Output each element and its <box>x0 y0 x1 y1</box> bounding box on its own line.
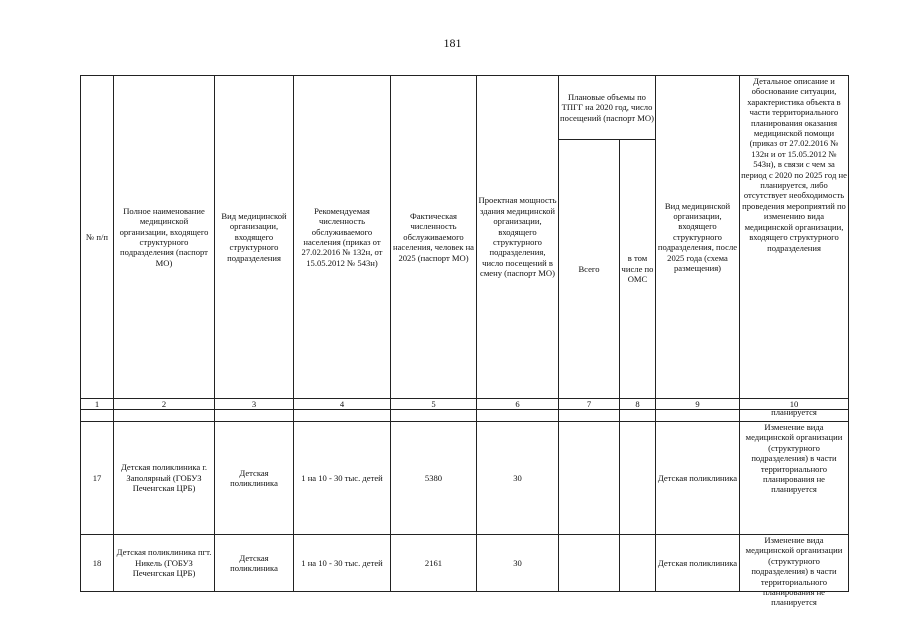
column-number-row <box>81 399 849 410</box>
table-cell <box>215 410 294 422</box>
header-num: № п/п <box>81 76 114 399</box>
header-actual: Фактическая численность обслуживаемого населения, человек на 2025 (паспорт МО) <box>391 76 477 399</box>
column-number: 1 <box>81 399 114 410</box>
continuation-text: планируется <box>771 407 817 417</box>
column-number: 9 <box>656 399 740 410</box>
header-capacity: Проектная мощность здания медицинской организации, входящего структурного подразделения, число посещений в смену (паспорт МО) <box>477 76 559 399</box>
row-description-cell <box>740 535 849 608</box>
header-oms: в том числе по ОМС <box>620 140 656 399</box>
table-row <box>81 535 849 592</box>
header-type: Вид медицинской организации, входящего структурного подразделения <box>215 76 294 399</box>
header-total: Всего <box>559 140 620 399</box>
table-cell <box>294 410 391 422</box>
row-num: 17 <box>81 422 114 535</box>
row-description-cell <box>740 422 849 535</box>
row-actual: 5380 <box>391 422 477 535</box>
row-total <box>559 535 620 592</box>
column-number: 10 <box>740 399 849 410</box>
continuation-row <box>81 410 849 422</box>
row-capacity: 30 <box>477 535 559 592</box>
page-number: 181 <box>443 36 462 50</box>
facilities-table <box>80 75 849 608</box>
row-capacity: 30 <box>477 422 559 535</box>
row-total <box>559 422 620 535</box>
row-type: Детская поликлиника <box>215 535 294 592</box>
continuation-cell <box>740 407 849 422</box>
row-actual: 2161 <box>391 535 477 592</box>
header-description-text: Детальное описание и обоснование ситуации, характеристика объекта в части территориального планирования оказания медицинской помощи (приказ от 27.02.2016 № 132н и от 15.05.2012 № 543н), в связи с чем за период с 2020 по 2025 год не планируется, либо отсутствует необходимость проведения мероприятий по изменению вида медицинской организации, входящего структурного подразделения <box>741 76 847 253</box>
column-number: 2 <box>114 399 215 410</box>
row-name: Детская поликлиника пгт. Никель (ГОБУЗ Печенгская ЦРБ) <box>114 535 215 592</box>
row-oms <box>620 535 656 592</box>
header-type-after: Вид медицинской организации, входящего структурного подразделения, после 2025 года (схема размещения) <box>656 76 740 399</box>
table-cell <box>620 410 656 422</box>
row-type: Детская поликлиника <box>215 422 294 535</box>
row-type-after: Детская поликлиника <box>656 422 740 535</box>
row-description: Изменение вида медицинской организации (структурного подразделения) в части территориального планирования не планируется <box>745 535 843 608</box>
header-description <box>740 76 849 399</box>
column-number: 3 <box>215 399 294 410</box>
column-number: 7 <box>559 399 620 410</box>
table-cell <box>656 410 740 422</box>
column-number: 8 <box>620 399 656 410</box>
row-description: Изменение вида медицинской организации (структурного подразделения) в части территориального планирования не планируется <box>745 422 843 495</box>
header-recommended: Рекомендуемая численность обслуживаемого населения (приказ от 27.02.2016 № 132н, от 15.05.2012 № 543н) <box>294 76 391 399</box>
column-number: 5 <box>391 399 477 410</box>
row-type-after: Детская поликлиника <box>656 535 740 592</box>
row-recommended: 1 на 10 - 30 тыс. детей <box>294 535 391 592</box>
header-name: Полное наименование медицинской организации, входящего структурного подразделения (паспорт МО) <box>114 76 215 399</box>
row-recommended: 1 на 10 - 30 тыс. детей <box>294 422 391 535</box>
column-number: 6 <box>477 399 559 410</box>
table-cell <box>477 410 559 422</box>
table-cell <box>81 410 114 422</box>
header-row-1 <box>81 76 849 140</box>
row-oms <box>620 422 656 535</box>
column-number: 4 <box>294 399 391 410</box>
row-num: 18 <box>81 535 114 592</box>
header-planned-volumes: Плановые объемы по ТПГГ на 2020 год, число посещений (паспорт МО) <box>559 76 656 140</box>
table-row <box>81 422 849 535</box>
table-cell <box>391 410 477 422</box>
row-name: Детская поликлиника г. Заполярный (ГОБУЗ Печенгская ЦРБ) <box>114 422 215 535</box>
table-cell <box>114 410 215 422</box>
table-cell <box>559 410 620 422</box>
